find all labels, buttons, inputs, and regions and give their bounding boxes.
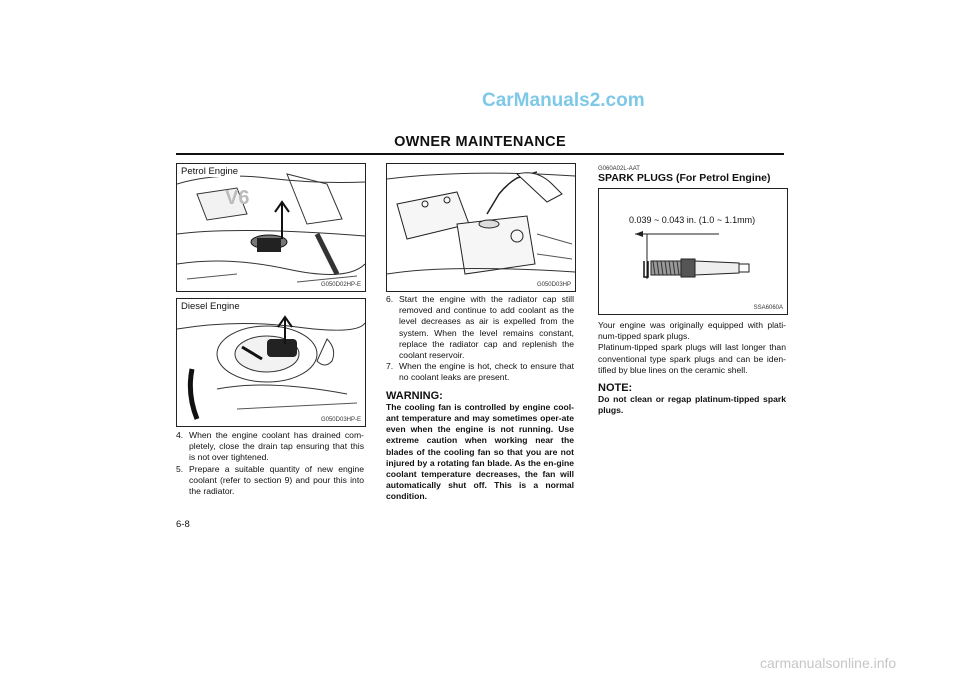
watermark-top: CarManuals2.com [482,90,645,111]
diesel-engine-figure [176,298,366,427]
section-code: G060A02L-AAT [598,166,640,172]
step-7: 7. When the engine is hot, check to ensure that no coolant leaks are present. [386,361,574,383]
page-title: OWNER MAINTENANCE [394,134,566,150]
note-heading: NOTE: [598,382,633,395]
diesel-engine-illustration [177,299,365,426]
warning-heading: WARNING: [386,389,443,402]
page-number: 6-8 [176,519,190,530]
spark-para-1: Your engine was originally equipped with plati-num-tipped spark plugs. [598,320,786,342]
warning-text: The cooling fan is controlled by engine cool-ant temperature and may sometimes oper-ate even when the engine is not running. Use extreme caution when working near the blades of the cooling fan so that you are not injured by a rotating fan blade. As the en-gine coolant temperature decreases, the fan will automatically shut off. This is a normal condition. [386,401,574,502]
step-5: 5. Prepare a suitable quantity of new engine coolant (refer to section 9) and pour this into the radiator. [176,463,364,497]
gap-measurement: 0.039 ~ 0.043 in. (1.0 ~ 1.1mm) [629,215,756,225]
spark-plug-figure [598,188,788,315]
spark-figure-code: SSA6060A [753,305,783,311]
step-6: 6. Start the engine with the radiator cap still removed and continue to add coolant as the level decreases as air is expelled from the system. When the level remains constant, replace the radiator cap and replenish the coolant reservoir. [386,294,574,361]
reservoir-figure-code: G050D03HP [536,282,571,288]
section-title: SPARK PLUGS (For Petrol Engine) [598,172,771,184]
spark-plug-illustration [599,189,787,314]
column-3-text [598,320,786,417]
note-text: Do not clean or regap platinum-tipped spark plugs. [598,394,786,416]
svg-text:V6: V6 [225,187,250,209]
coolant-reservoir-illustration [387,164,575,291]
column-1-text [176,430,364,497]
coolant-reservoir-figure [386,163,576,292]
step-4: 4. When the engine coolant has drained com-pletely, close the drain tap ensuring that this is not over tightened. [176,430,364,463]
petrol-engine-label: Petrol Engine [181,166,239,177]
spark-para-2: Platinum-tipped spark plugs will last longer than conventional type spark plugs and can be iden-tified by blue lines on the ceramic shell. [598,342,786,375]
diesel-figure-code: G050D03HP-E [320,417,361,423]
steps-list-1 [176,430,364,497]
spark-section-header [598,166,786,184]
diesel-engine-label: Diesel Engine [181,301,240,312]
watermark-bottom: carmanualsonline.info [760,655,897,671]
steps-list-2 [386,294,574,384]
column-2-text [386,294,574,503]
petrol-figure-code: G050D02HP-E [320,282,361,288]
header-rule [176,153,784,155]
petrol-engine-figure [176,163,366,292]
petrol-engine-illustration [177,164,365,291]
